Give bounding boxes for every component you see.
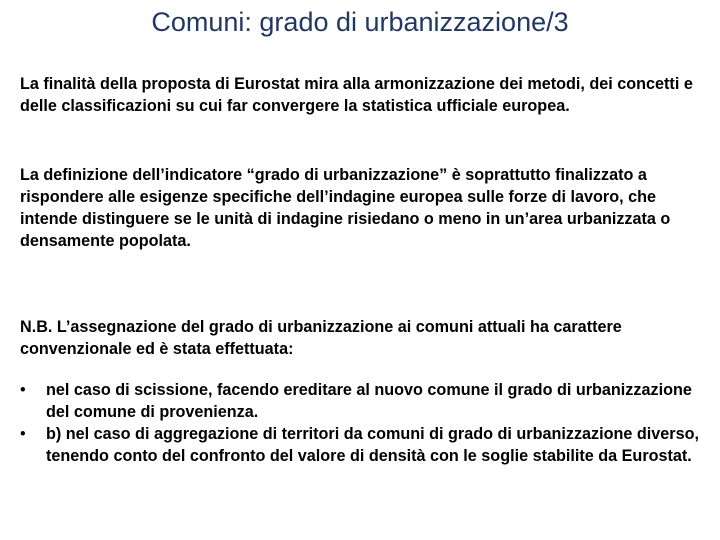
paragraph-purpose: La finalità della proposta di Eurostat mira alla armonizzazione dei metodi, dei concetti e delle classificazioni su cui far convergere la statistica ufficiale europea. — [20, 75, 693, 115]
slide-title: Comuni: grado di urbanizzazione/3 — [151, 7, 569, 37]
bullet-list — [20, 379, 710, 467]
bullet-icon: • — [20, 425, 26, 443]
bullet-icon: • — [20, 381, 26, 399]
paragraph-note: N.B. L’assegnazione del grado di urbanizzazione ai comuni attuali ha carattere convenzionale ed è stata effettuata: — [20, 318, 622, 358]
paragraph-definition: La definizione dell’indicatore “grado di urbanizzazione” è soprattutto finalizzato a rispondere alle esigenze specifiche dell’indagine europea sulle forze di lavoro, che intende distinguere se le unità di indagine risiedano o meno in un’area urbanizzata o densamente popolata. — [20, 166, 671, 250]
list-item — [20, 379, 710, 423]
list-item — [20, 423, 710, 467]
list-item-text: nel caso di scissione, facendo ereditare al nuovo comune il grado di urbanizzazione del comune di provenienza. — [46, 381, 692, 421]
list-item-text: b) nel caso di aggregazione di territori da comuni di grado di urbanizzazione diverso, tenendo conto del confronto del valore di densità con le soglie stabilite da Eurostat. — [46, 425, 699, 465]
